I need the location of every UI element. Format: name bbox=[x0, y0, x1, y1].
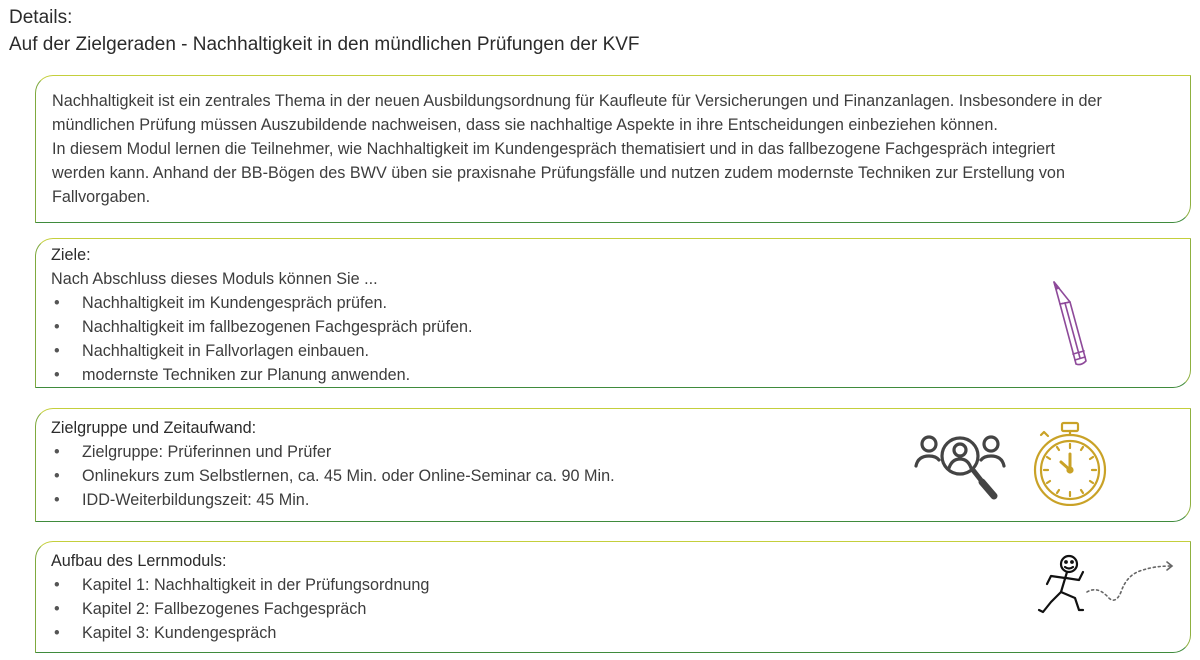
people-search-icon bbox=[912, 430, 1008, 500]
intro-line: mündlichen Prüfung müssen Auszubildende nachweisen, dass sie nachhaltige Aspekte in ihre Entscheidungen einbeziehen können. bbox=[52, 116, 998, 134]
list-item: • Kapitel 2: Fallbezogenes Fachgespräch bbox=[51, 597, 1176, 621]
details-label: Details: bbox=[9, 7, 73, 28]
aufbau-box bbox=[35, 541, 1191, 653]
zielgruppe-heading: Zielgruppe und Zeitaufwand: bbox=[51, 419, 257, 437]
ziele-box bbox=[35, 238, 1191, 388]
intro-line: werden kann. Anhand der BB-Bögen des BWV üben sie praxisnahe Prüfungsfälle und nutzen zudem modernste Techniken zur Erstellung von bbox=[52, 164, 1065, 182]
header bbox=[9, 6, 640, 59]
intro-line: In diesem Modul lernen die Teilnehmer, wie Nachhaltigkeit im Kundengespräch thematisiert und in das fallbezogene Fachgespräch integriert bbox=[52, 140, 1055, 158]
list-item: • IDD-Weiterbildungszeit: 45 Min. bbox=[51, 488, 1176, 512]
aufbau-heading: Aufbau des Lernmoduls: bbox=[51, 552, 227, 570]
ziele-lead: Nach Abschluss dieses Moduls können Sie ... bbox=[51, 270, 378, 288]
list-item: • Zielgruppe: Prüferinnen und Prüfer bbox=[51, 440, 1176, 464]
list-item: • Kapitel 1: Nachhaltigkeit in der Prüfungsordnung bbox=[51, 573, 1176, 597]
pencil-icon bbox=[1040, 274, 1092, 370]
list-item: • modernste Techniken zur Planung anwenden. bbox=[51, 363, 1176, 387]
list-item: • Kapitel 3: Kundengespräch bbox=[51, 621, 1176, 645]
runner-icon bbox=[1035, 552, 1175, 622]
list-item: • Nachhaltigkeit in Fallvorlagen einbauen. bbox=[51, 339, 1176, 363]
ziele-list bbox=[51, 291, 1176, 387]
intro-line: Nachhaltigkeit ist ein zentrales Thema in der neuen Ausbildungsordnung für Kaufleute für Versicherungen und Finanzanlagen. Insbesondere in der bbox=[52, 92, 1102, 110]
list-item: • Nachhaltigkeit im fallbezogenen Fachgespräch prüfen. bbox=[51, 315, 1176, 339]
aufbau-list bbox=[51, 573, 1176, 645]
page-title: Auf der Zielgeraden - Nachhaltigkeit in den mündlichen Prüfungen der KVF bbox=[9, 34, 640, 55]
intro-line: Fallvorgaben. bbox=[52, 188, 151, 206]
list-item: • Nachhaltigkeit im Kundengespräch prüfen. bbox=[51, 291, 1176, 315]
stopwatch-icon bbox=[1030, 420, 1110, 506]
ziele-heading: Ziele: bbox=[51, 246, 91, 264]
list-item: • Onlinekurs zum Selbstlernen, ca. 45 Min. oder Online-Seminar ca. 90 Min. bbox=[51, 464, 1176, 488]
intro-box bbox=[35, 75, 1191, 223]
zielgruppe-box bbox=[35, 408, 1191, 522]
